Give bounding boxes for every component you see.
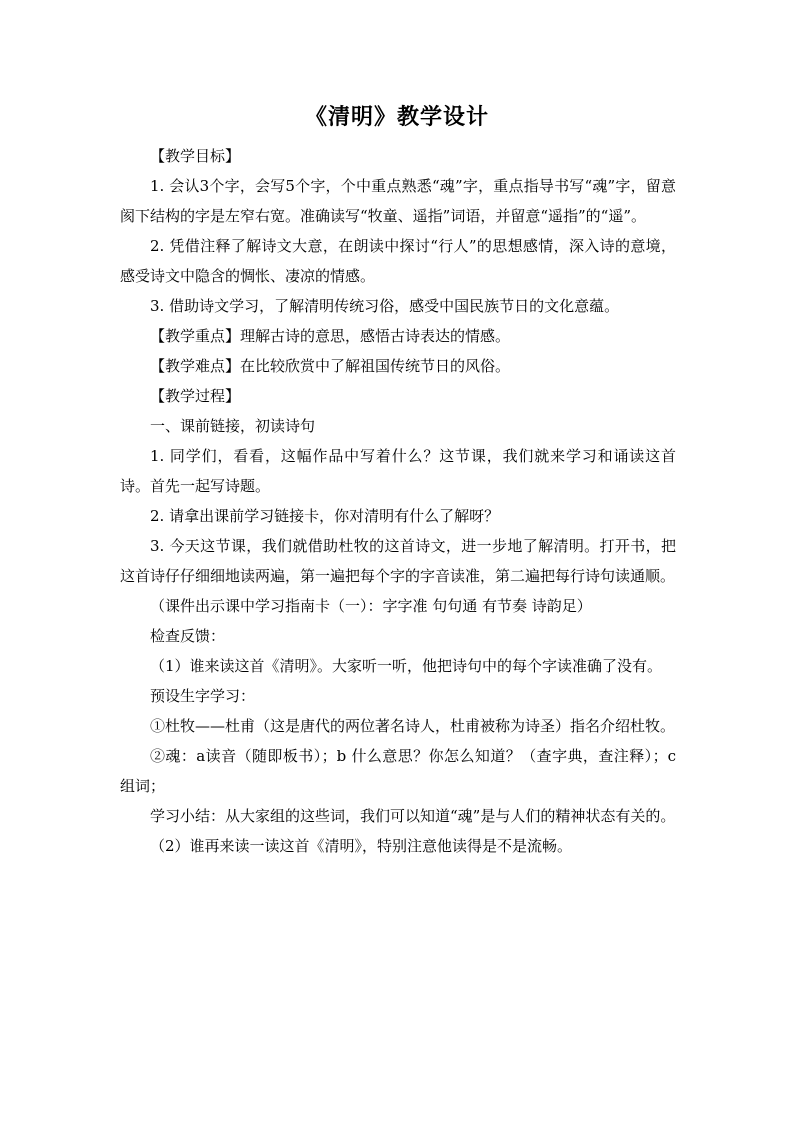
char-item: ②魂：a读音（随即板书）；b 什么意思？你怎么知道？（查字典，查注释）；c组词； (120, 747, 676, 795)
step-item: 3. 今天这节课，我们就借助杜牧的这首诗文，进一步地了解清明。打开书，把这首诗仔仔细细地读两遍，第一遍把每个字的字音读准，第二遍把每行诗句读通顺。 (120, 537, 676, 585)
difficult-point: 【教学难点】在比较欣赏中了解祖国传统节日的风俗。 (150, 357, 511, 375)
guide-card-note: （课件出示课中学习指南卡（一）：字字准 句句通 有节奏 诗韵足） (150, 597, 592, 615)
check-item: （2）谁再来读一读这首《清明》，特别注意他读得是不是流畅。 (150, 837, 573, 855)
objectives-heading: 【教学目标】 (150, 147, 241, 165)
objective-item: 2. 凭借注释了解诗文大意，在朗读中探讨“行人”的思想感情，深入诗的意境，感受诗文中隐含的惆怅、凄凉的情感。 (120, 237, 676, 285)
process-heading: 【教学过程】 (150, 387, 241, 405)
step-item: 2. 请拿出课前学习链接卡，你对清明有什么了解呀？ (150, 507, 500, 525)
section-heading: 一、课前链接，初读诗句 (150, 417, 316, 435)
key-point: 【教学重点】理解古诗的意思，感悟古诗表达的情感。 (150, 327, 511, 345)
objective-item: 3. 借助诗文学习，了解清明传统习俗，感受中国民族节日的文化意蕴。 (150, 297, 620, 315)
preset-label: 预设生字学习： (150, 687, 256, 705)
objective-item: 1. 会认3个字，会写5个字，个中重点熟悉“魂”字，重点指导书写“魂”字，留意阂下结构的字是左窄右宽。准确读写“牧童、遥指”词语，并留意“遥指”的“遥”。 (120, 177, 676, 225)
char-item: ①杜牧——杜甫（这是唐代的两位著名诗人，杜甫被称为诗圣）指名介绍杜牧。 (150, 717, 676, 735)
check-item: （1）谁来读这首《清明》。大家听一听，他把诗句中的每个字读准确了没有。 (150, 657, 663, 675)
document-body (120, 141, 676, 861)
feedback-label: 检查反馈： (150, 627, 226, 645)
step-item: 1. 同学们，看看，这幅作品中写着什么？这节课，我们就来学习和诵读这首诗。首先一起写诗题。 (120, 447, 676, 495)
summary-item: 学习小结：从大家组的这些词，我们可以知道“魂”是与人们的精神状态有关的。 (150, 807, 676, 825)
document-title: 《清明》教学设计 (304, 105, 489, 130)
